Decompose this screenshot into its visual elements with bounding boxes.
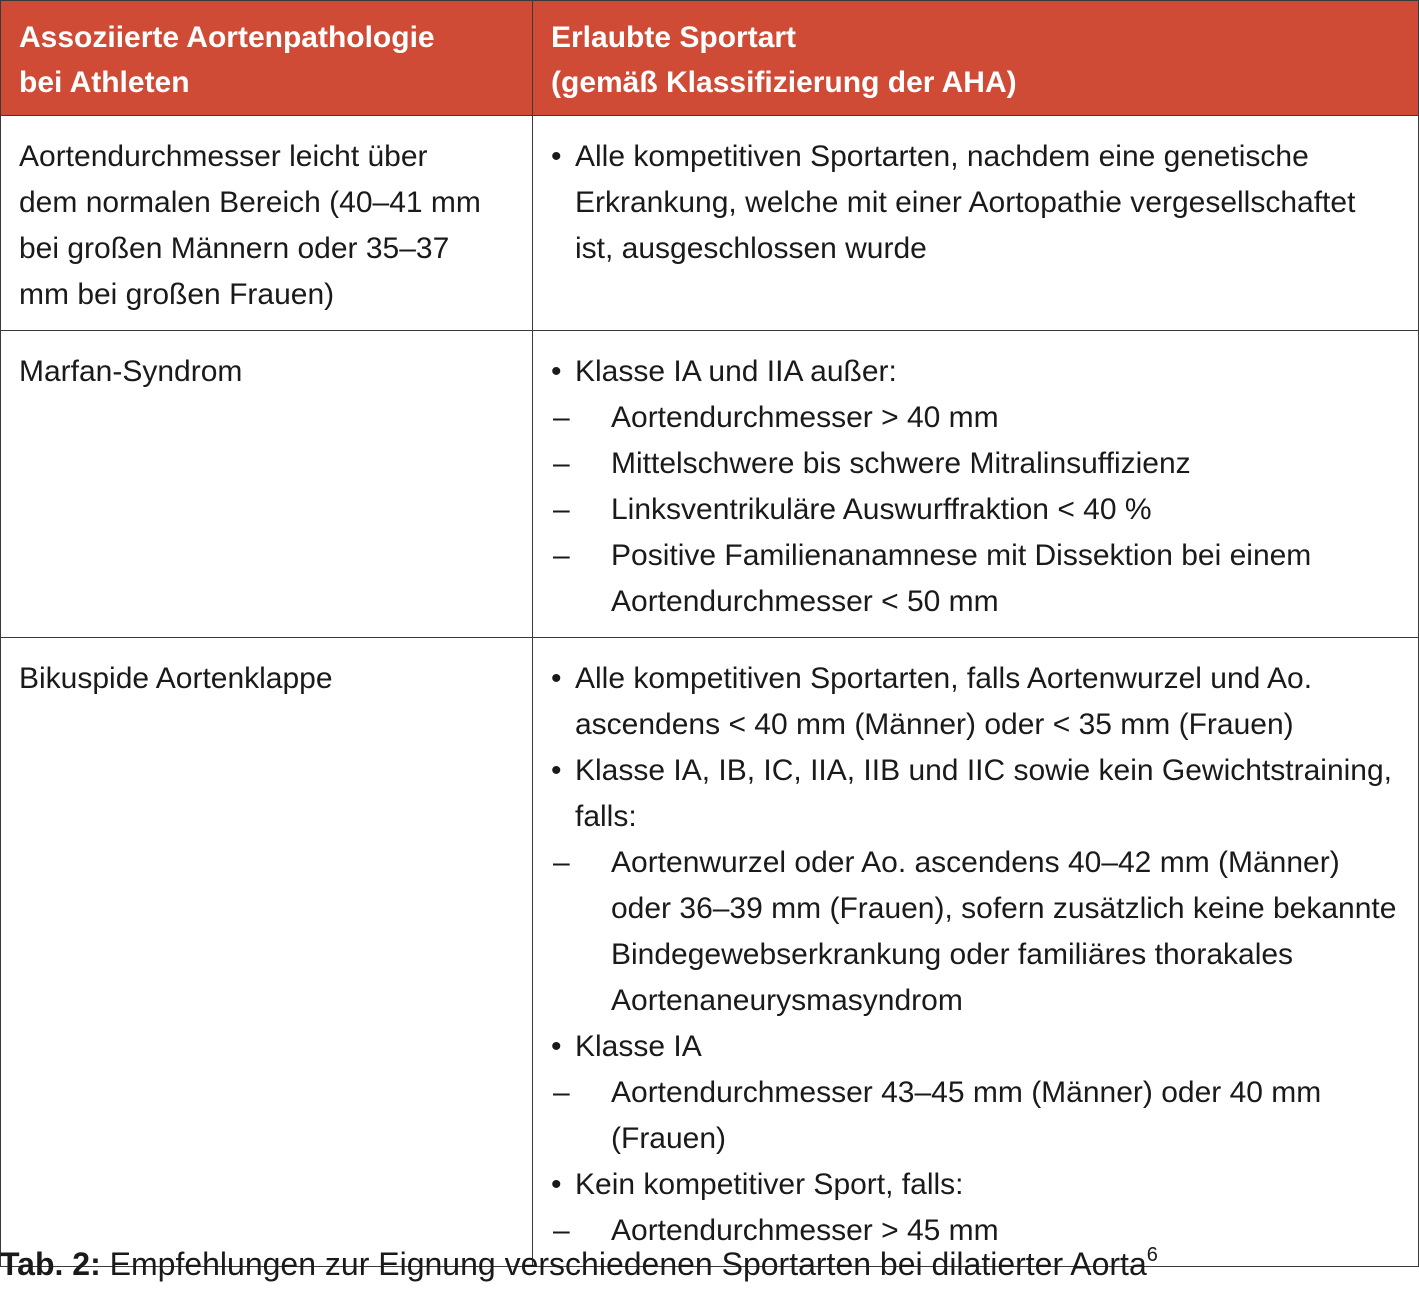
header-sport-line2: (gemäß Klassifizierung der AHA) — [551, 66, 1017, 99]
bullet-item — [551, 134, 1400, 272]
pathology-cell — [1, 638, 533, 1267]
table-caption — [0, 1242, 1158, 1286]
header-pathology — [1, 1, 533, 116]
bullet-item — [551, 748, 1400, 1024]
dash-item: – Positive Familienanamnese mit Dissektion bei einem Aortendurchmesser < 50 mm — [551, 533, 1400, 625]
header-pathology-line2: bei Athleten — [19, 66, 190, 99]
bullet-text: Klasse IA, IB, IC, IIA, IIB und IIC sowie kein Gewichtstraining, falls: — [575, 754, 1393, 833]
caption-text: Empfehlungen zur Eignung verschiedenen Sportarten bei dilatierter Aorta — [109, 1246, 1147, 1282]
bullet-item — [551, 1024, 1400, 1162]
bullet-list — [551, 656, 1400, 1254]
bullet-list — [551, 134, 1400, 272]
bullet-item — [551, 656, 1400, 748]
pathology-text: Aortendurchmesser leicht über dem normalen Bereich (40–41 mm bei großen Männern oder 35–37 mm bei großen Frauen) — [19, 140, 481, 311]
table-header-row — [1, 1, 1419, 116]
caption-label: Tab. 2: — [0, 1246, 101, 1282]
sport-cell — [533, 116, 1419, 331]
dash-item: – Aortendurchmesser > 40 mm — [551, 395, 1400, 441]
header-allowed-sport — [533, 1, 1419, 116]
header-pathology-line1: Assoziierte Aortenpathologie — [19, 21, 435, 54]
bullet-text: Klasse IA — [575, 1030, 702, 1063]
table-row — [1, 638, 1419, 1267]
bullet-list — [551, 349, 1400, 625]
dash-list — [575, 840, 1400, 1024]
bullet-item — [551, 1162, 1400, 1254]
bullet-item — [551, 349, 1400, 625]
pathology-text: Bikuspide Aortenklappe — [19, 662, 333, 695]
dash-list — [575, 395, 1400, 625]
dash-item: – Mittelschwere bis schwere Mitralinsuffizienz — [551, 441, 1400, 487]
header-sport-line1: Erlaubte Sportart — [551, 21, 797, 54]
caption-reference: 6 — [1146, 1244, 1158, 1266]
dash-item: – Aortendurchmesser 43–45 mm (Männer) oder 40 mm (Frauen) — [551, 1070, 1400, 1162]
dash-item: – Aortenwurzel oder Ao. ascendens 40–42 mm (Männer) oder 36–39 mm (Frauen), sofern zusätzlich keine bekannte Bindegewebserkrankung oder familiäres thorakales Aortenaneurysmasyndrom — [551, 840, 1400, 1024]
dash-item: – Linksventrikuläre Auswurffraktion < 40 % — [551, 487, 1400, 533]
bullet-text: Kein kompetitiver Sport, falls: — [575, 1168, 964, 1201]
pathology-cell — [1, 331, 533, 638]
pathology-text: Marfan-Syndrom — [19, 355, 243, 388]
dash-list — [575, 1070, 1400, 1162]
pathology-cell — [1, 116, 533, 331]
bullet-text: Alle kompetitiven Sportarten, falls Aortenwurzel und Ao. ascendens < 40 mm (Männer) oder < 35 mm (Frauen) — [575, 662, 1313, 741]
bullet-text: Alle kompetitiven Sportarten, nachdem eine genetische Erkrankung, welche mit einer Aortopathie vergesellschaftet ist, ausgeschlossen wurde — [575, 140, 1356, 265]
sport-cell — [533, 331, 1419, 638]
table-row — [1, 116, 1419, 331]
table-row — [1, 331, 1419, 638]
bullet-text: Klasse IA und IIA außer: — [575, 355, 897, 388]
dash-item: – Aortendurchmesser > 45 mm — [551, 1208, 1400, 1254]
sport-cell — [533, 638, 1419, 1267]
